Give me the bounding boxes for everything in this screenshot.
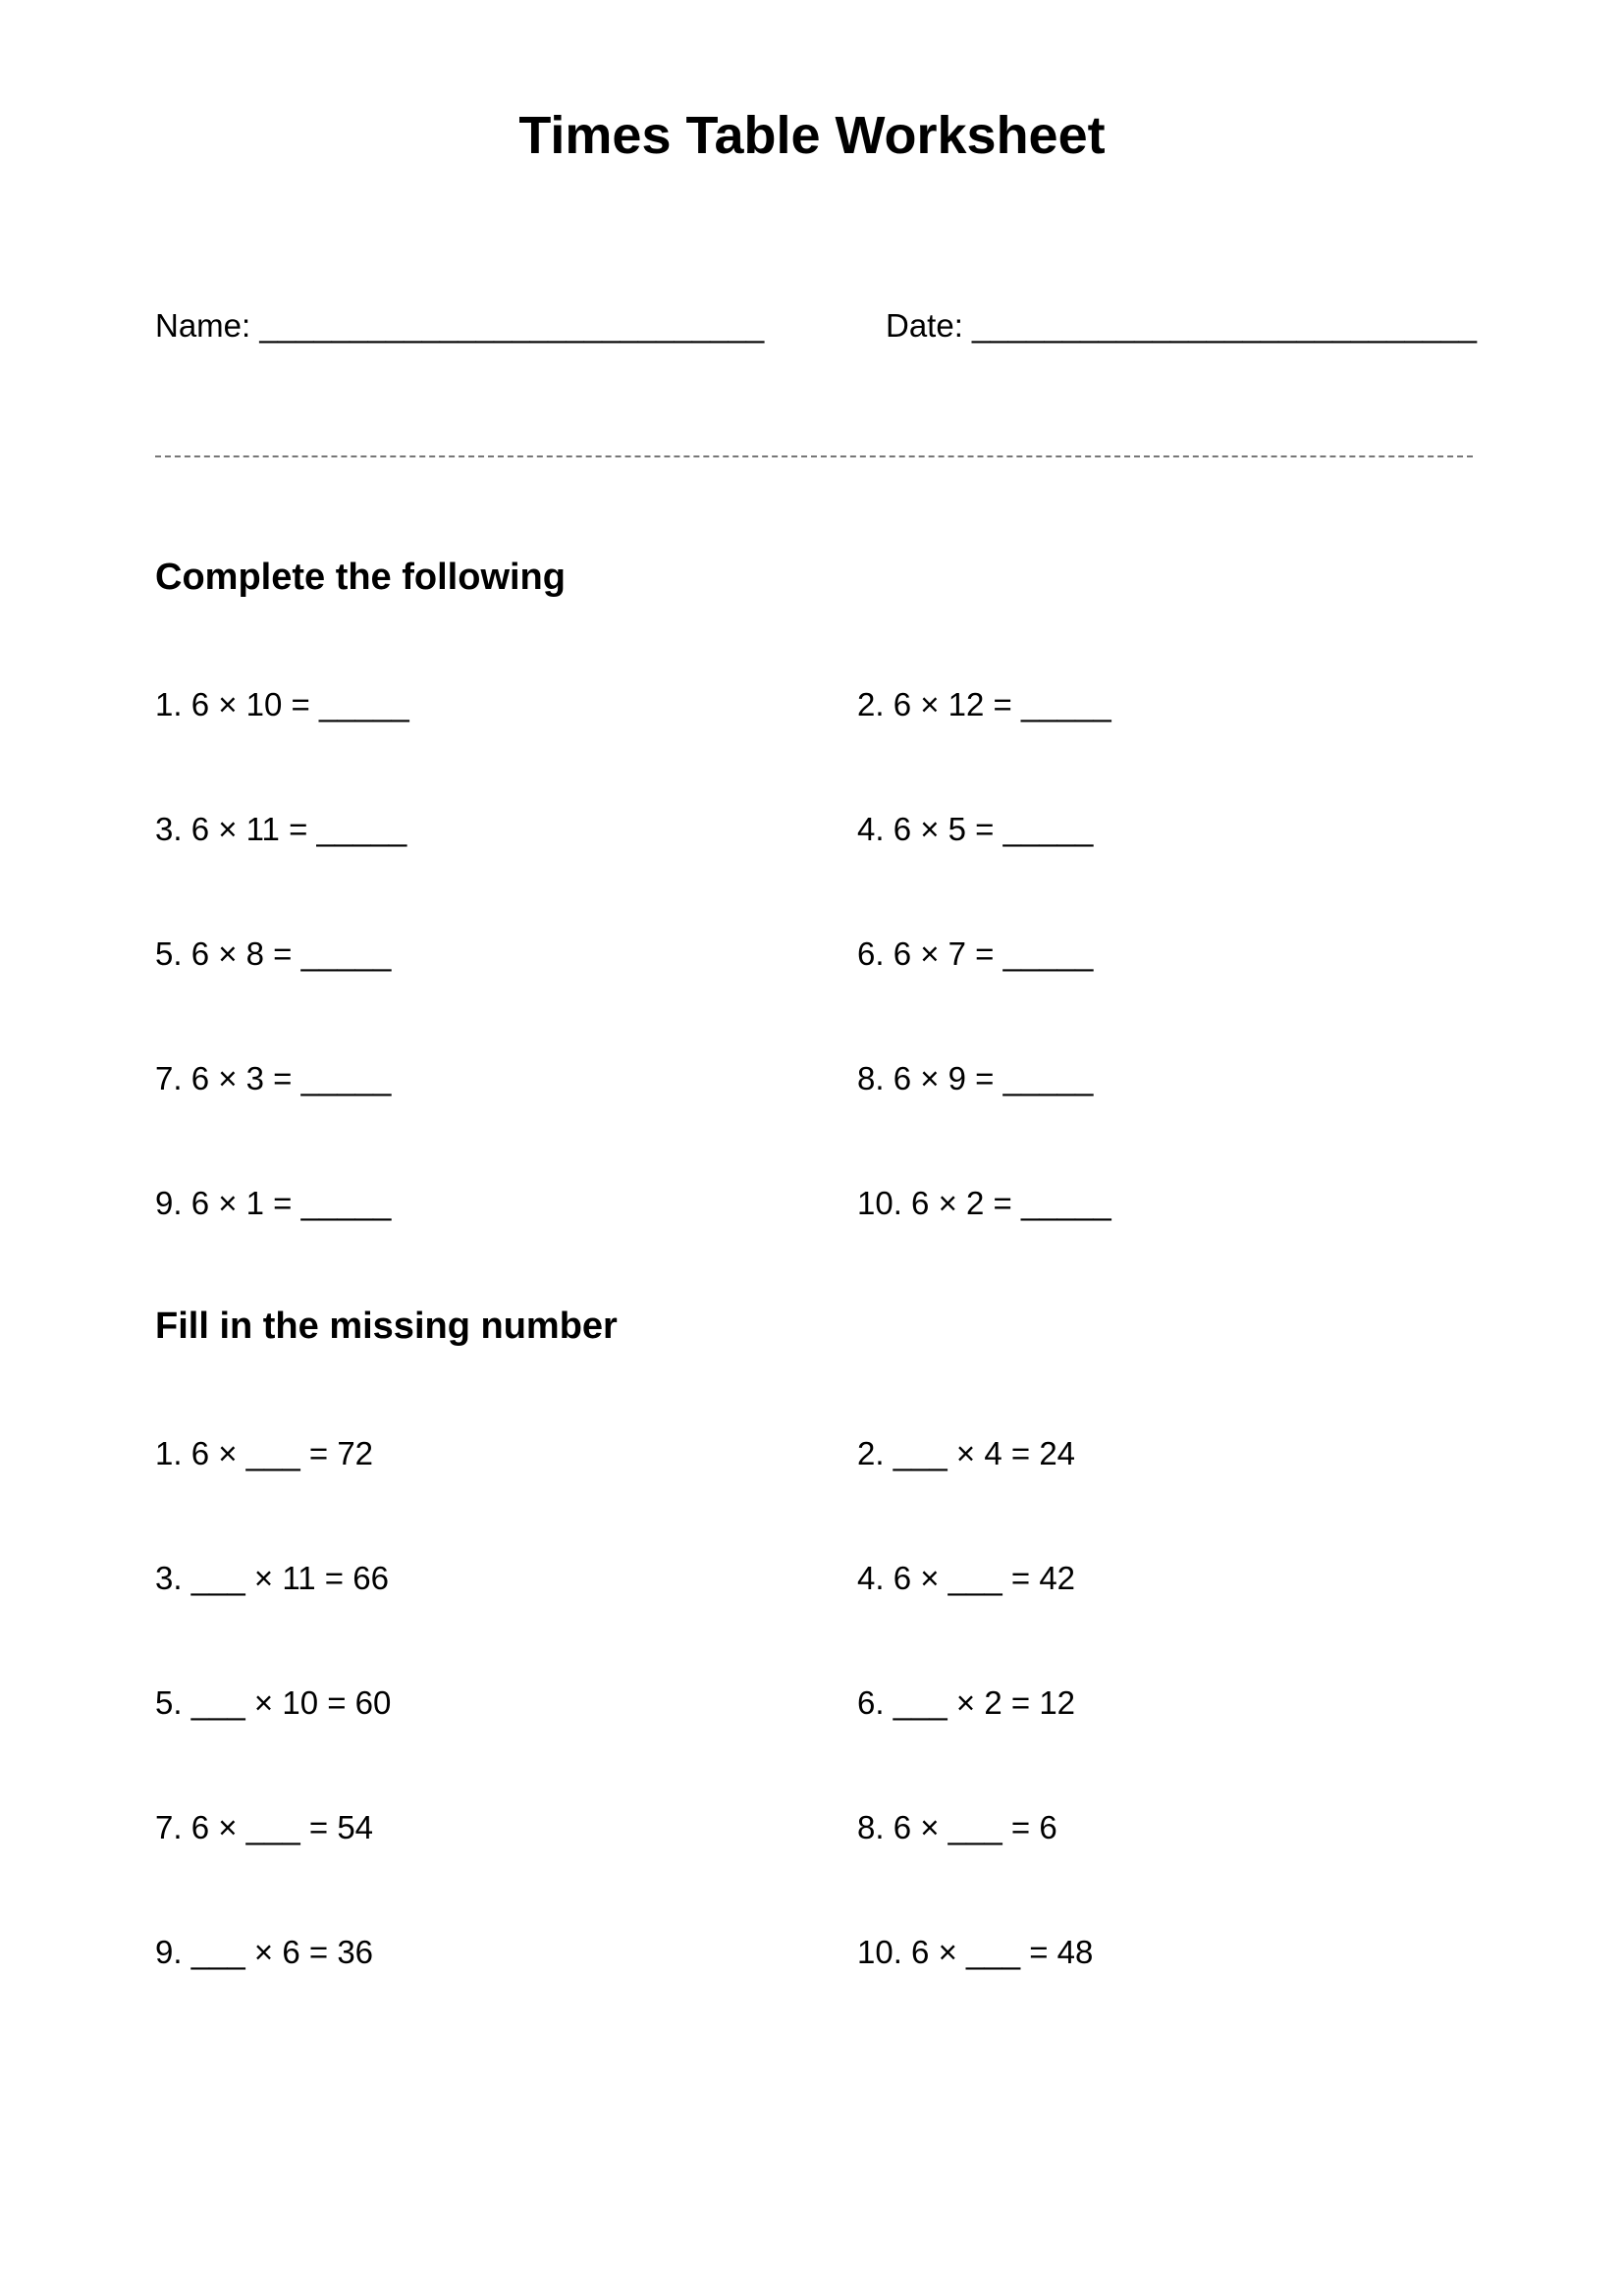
problem-item: 5. 6 × 8 = _____ xyxy=(155,935,392,972)
worksheet-title: Times Table Worksheet xyxy=(518,106,1106,165)
problem-item: 4. 6 × 5 = _____ xyxy=(857,811,1094,847)
problem-item: 1. 6 × 10 = _____ xyxy=(155,686,409,722)
problem-item: 2. 6 × 12 = _____ xyxy=(857,686,1111,722)
dashed-divider xyxy=(155,455,1473,457)
problem-item: 3. ___ × 11 = 66 xyxy=(155,1560,389,1596)
problem-item: 9. ___ × 6 = 36 xyxy=(155,1934,374,1970)
problem-item: 8. 6 × ___ = 6 xyxy=(857,1809,1057,1845)
problem-item: 7. 6 × 3 = _____ xyxy=(155,1060,392,1096)
name-field[interactable]: Name: ____________________________ xyxy=(155,307,765,344)
problem-item: 6. 6 × 7 = _____ xyxy=(857,935,1094,972)
problem-item: 10. 6 × 2 = _____ xyxy=(857,1185,1111,1221)
problem-item: 1. 6 × ___ = 72 xyxy=(155,1435,374,1471)
section-title-complete: Complete the following xyxy=(155,557,566,598)
problem-item: 6. ___ × 2 = 12 xyxy=(857,1684,1076,1721)
section-title-missing: Fill in the missing number xyxy=(155,1306,618,1347)
problem-item: 4. 6 × ___ = 42 xyxy=(857,1560,1076,1596)
date-field[interactable]: Date: ____________________________ xyxy=(886,307,1477,344)
problem-item: 9. 6 × 1 = _____ xyxy=(155,1185,392,1221)
problem-item: 2. ___ × 4 = 24 xyxy=(857,1435,1076,1471)
problem-item: 5. ___ × 10 = 60 xyxy=(155,1684,392,1721)
problem-item: 7. 6 × ___ = 54 xyxy=(155,1809,374,1845)
problem-item: 3. 6 × 11 = _____ xyxy=(155,811,407,847)
problem-item: 10. 6 × ___ = 48 xyxy=(857,1934,1094,1970)
problem-item: 8. 6 × 9 = _____ xyxy=(857,1060,1094,1096)
